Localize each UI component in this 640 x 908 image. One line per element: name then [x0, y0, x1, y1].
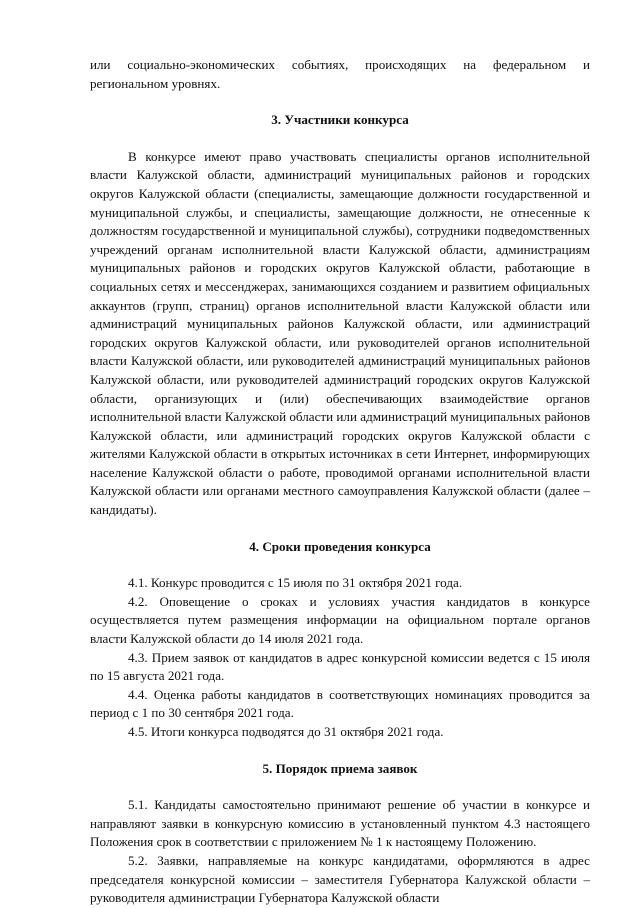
terms-paragraph-4-5: 4.5. Итоги конкурса подводятся до 31 октября 2021 года. — [128, 724, 444, 739]
terms-paragraph-4-1: 4.1. Конкурс проводится с 15 июля по 31 октября 2021 года. — [128, 575, 463, 591]
terms-paragraph-4-2: 4.2. Оповещение о сроках и условиях участия кандидатов в конкурсе осуществляется путем размещения информации на официальном портале органов власти Калужской области до 14 июля 2021 года. — [90, 593, 590, 647]
terms-paragraph-4-3: 4.3. Прием заявок от кандидатов в адрес конкурсной комиссии ведется с 15 июля по 15 августа 2021 года. — [90, 649, 590, 684]
section-heading-participants: 3. Участники конкурса — [271, 112, 409, 128]
participants-paragraph: В конкурсе имеют право участвовать специалисты органов исполнительной власти Калужской области, администраций муниципальных районов и городских округов Калужской области (специалисты, замещающие должности государственной и муниципальной службы, и специалисты, замещающие должности, не отнесенные к должностям государственной и муниципальной службы), сотрудники подведомственных учреждений органам исполнительной власти Калужской области, администрациям муниципальных районов и городских округов Калужской области, работающие в социальных сетях и мессенджерах, занимающихся созданием и развитием официальных аккаунтов (групп, страниц) органов исполнительной власти Калужской области или администраций муниципальных районов Калужской области, или администраций городских округов Калужской области, или руководителей органов исполнительной власти Калужской области, или руководителей администраций муниципальных районов Калужской области, или руководителей администраций городских округов Калужской области, организующих и (или) обеспечивающих взаимодействие органов исполнительной власти Калужской области или администраций муниципальных районов Калужской области, или администраций городских округов Калужской области с жителями Калужской области в открытых источниках в сети Интернет, информирующих население Калужской области о работе, проводимой органами исполнительной власти Калужской области или органами местного самоуправления Калужской области (далее – кандидаты). — [90, 148, 590, 518]
applications-paragraph-5-2: 5.2. Заявки, направляемые на конкурс кандидатами, оформляются в адрес председателя конкурсной комиссии – заместителя Губернатора Калужской области – руководителя администрации Губернатора Калужской области — [90, 852, 590, 906]
intro-paragraph: или социально-экономических событиях, происходящих на федеральном и региональном уровнях. — [90, 57, 590, 91]
document-page — [90, 56, 590, 908]
section-heading-applications: 5. Порядок приема заявок — [262, 760, 418, 776]
applications-paragraph-5-1: 5.1. Кандидаты самостоятельно принимают решение об участии в конкурсе и направляют заявки в конкурсную комиссию в установленный пунктом 4.3 настоящего Положения срок в соответствии с приложением № 1 к настоящему Положению. — [90, 797, 590, 850]
section-heading-terms: 4. Сроки проведения конкурса — [249, 538, 431, 554]
terms-paragraph-4-4: 4.4. Оценка работы кандидатов в соответствующих номинациях проводится за период с 1 по 30 сентября 2021 года. — [90, 686, 590, 721]
